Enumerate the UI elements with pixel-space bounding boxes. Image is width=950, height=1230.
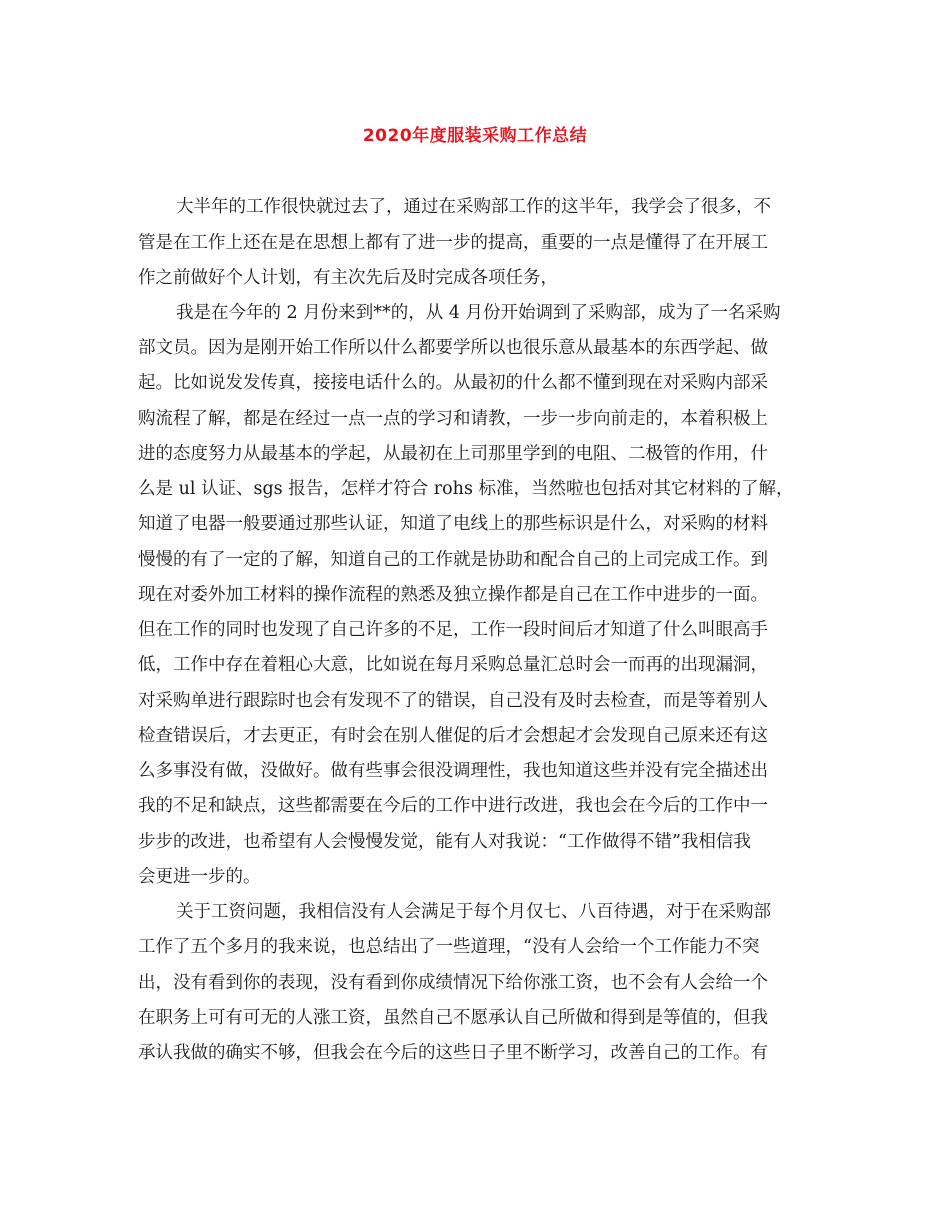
paragraph-2-line-3: 起。比如说发发传真，接接电话什么的。从最初的什么都不懂到现在对采购内部采 [138,373,768,393]
paragraph-2-line-17: 会更进一步的。 [138,867,261,887]
paragraph-2-line-13: 检查错误后，才去更正，有时会在别人催促的后才会想起才会发现自己原来还有这 [138,726,768,746]
paragraph-1-line-3: 作之前做好个人计划，有主次先后及时完成各项任务， [138,268,558,288]
paragraph-2-line-16: 步步的改进，也希望有人会慢慢发觉，能有人对我说：“工作做得不错”我相信我 [138,832,751,852]
paragraph-2-line-7: 知道了电器一般要通过那些认证，知道了电线上的那些标识是什么，对采购的材料 [138,514,768,534]
paragraph-2-line-4: 购流程了解，都是在经过一点一点的学习和请教，一步一步向前走的，本着积极上 [138,409,768,429]
paragraph-2-line-12: 对采购单进行跟踪时也会有发现不了的错误，自己没有及时去检查，而是等着别人 [138,691,768,711]
paragraph-1-line-1: 大半年的工作很快就过去了，通过在采购部工作的这半年，我学会了很多，不 [176,197,771,217]
paragraph-2-line-1: 我是在今年的 2 月份来到**的，从 4 月份开始调到了采购部，成为了一名采购 [176,303,781,323]
paragraph-2-line-6: 么是 ul 认证、sgs 报告，怎样才符合 rohs 标准，当然啦也包括对其它材料的了解， [138,479,794,499]
paragraph-2-line-14: 么多事没有做，没做好。做有些事会很没调理性，我也知道这些并没有完全描述出 [138,761,768,781]
paragraph-2-line-15: 我的不足和缺点，这些都需要在今后的工作中进行改进，我也会在今后的工作中一 [138,796,768,816]
paragraph-3-line-2: 工作了五个多月的我来说，也总结出了一些道理，“没有人会给一个工作能力不突 [138,937,760,957]
paragraph-2-line-11: 低，工作中存在着粗心大意，比如说在每月采购总量汇总时会一而再的出现漏洞， [138,655,768,675]
paragraph-3-line-1: 关于工资问题，我相信没有人会满足于每个月仅七、八百待遇，对于在采购部 [176,902,771,922]
paragraph-1-line-2: 管是在工作上还在是在思想上都有了进一步的提高，重要的一点是懂得了在开展工 [138,233,768,253]
paragraph-2-line-5: 进的态度努力从最基本的学起，从最初在上司那里学到的电阻、二极管的作用，什 [138,444,768,464]
paragraph-3-line-3: 出，没有看到你的表现，没有看到你成绩情况下给你涨工资，也不会有人会给一个 [138,973,768,993]
paragraph-3-line-5: 承认我做的确实不够，但我会在今后的这些日子里不断学习，改善自己的工作。有 [138,1043,768,1063]
paragraph-2-line-9: 现在对委外加工材料的操作流程的熟悉及独立操作都是自己在工作中进步的一面。 [138,585,768,605]
paragraph-2-line-10: 但在工作的同时也发现了自己许多的不足，工作一段时间后才知道了什么叫眼高手 [138,620,768,640]
paragraph-2-line-2: 部文员。因为是刚开始工作所以什么都要学所以也很乐意从最基本的东西学起、做 [138,338,768,358]
paragraph-2-line-8: 慢慢的有了一定的了解，知道自己的工作就是协助和配合自己的上司完成工作。到 [138,550,768,570]
document-title: 2020年度服装采购工作总结 [362,126,588,146]
paragraph-3-line-4: 在职务上可有可无的人涨工资，虽然自己不愿承认自己所做和得到是等值的，但我 [138,1008,768,1028]
